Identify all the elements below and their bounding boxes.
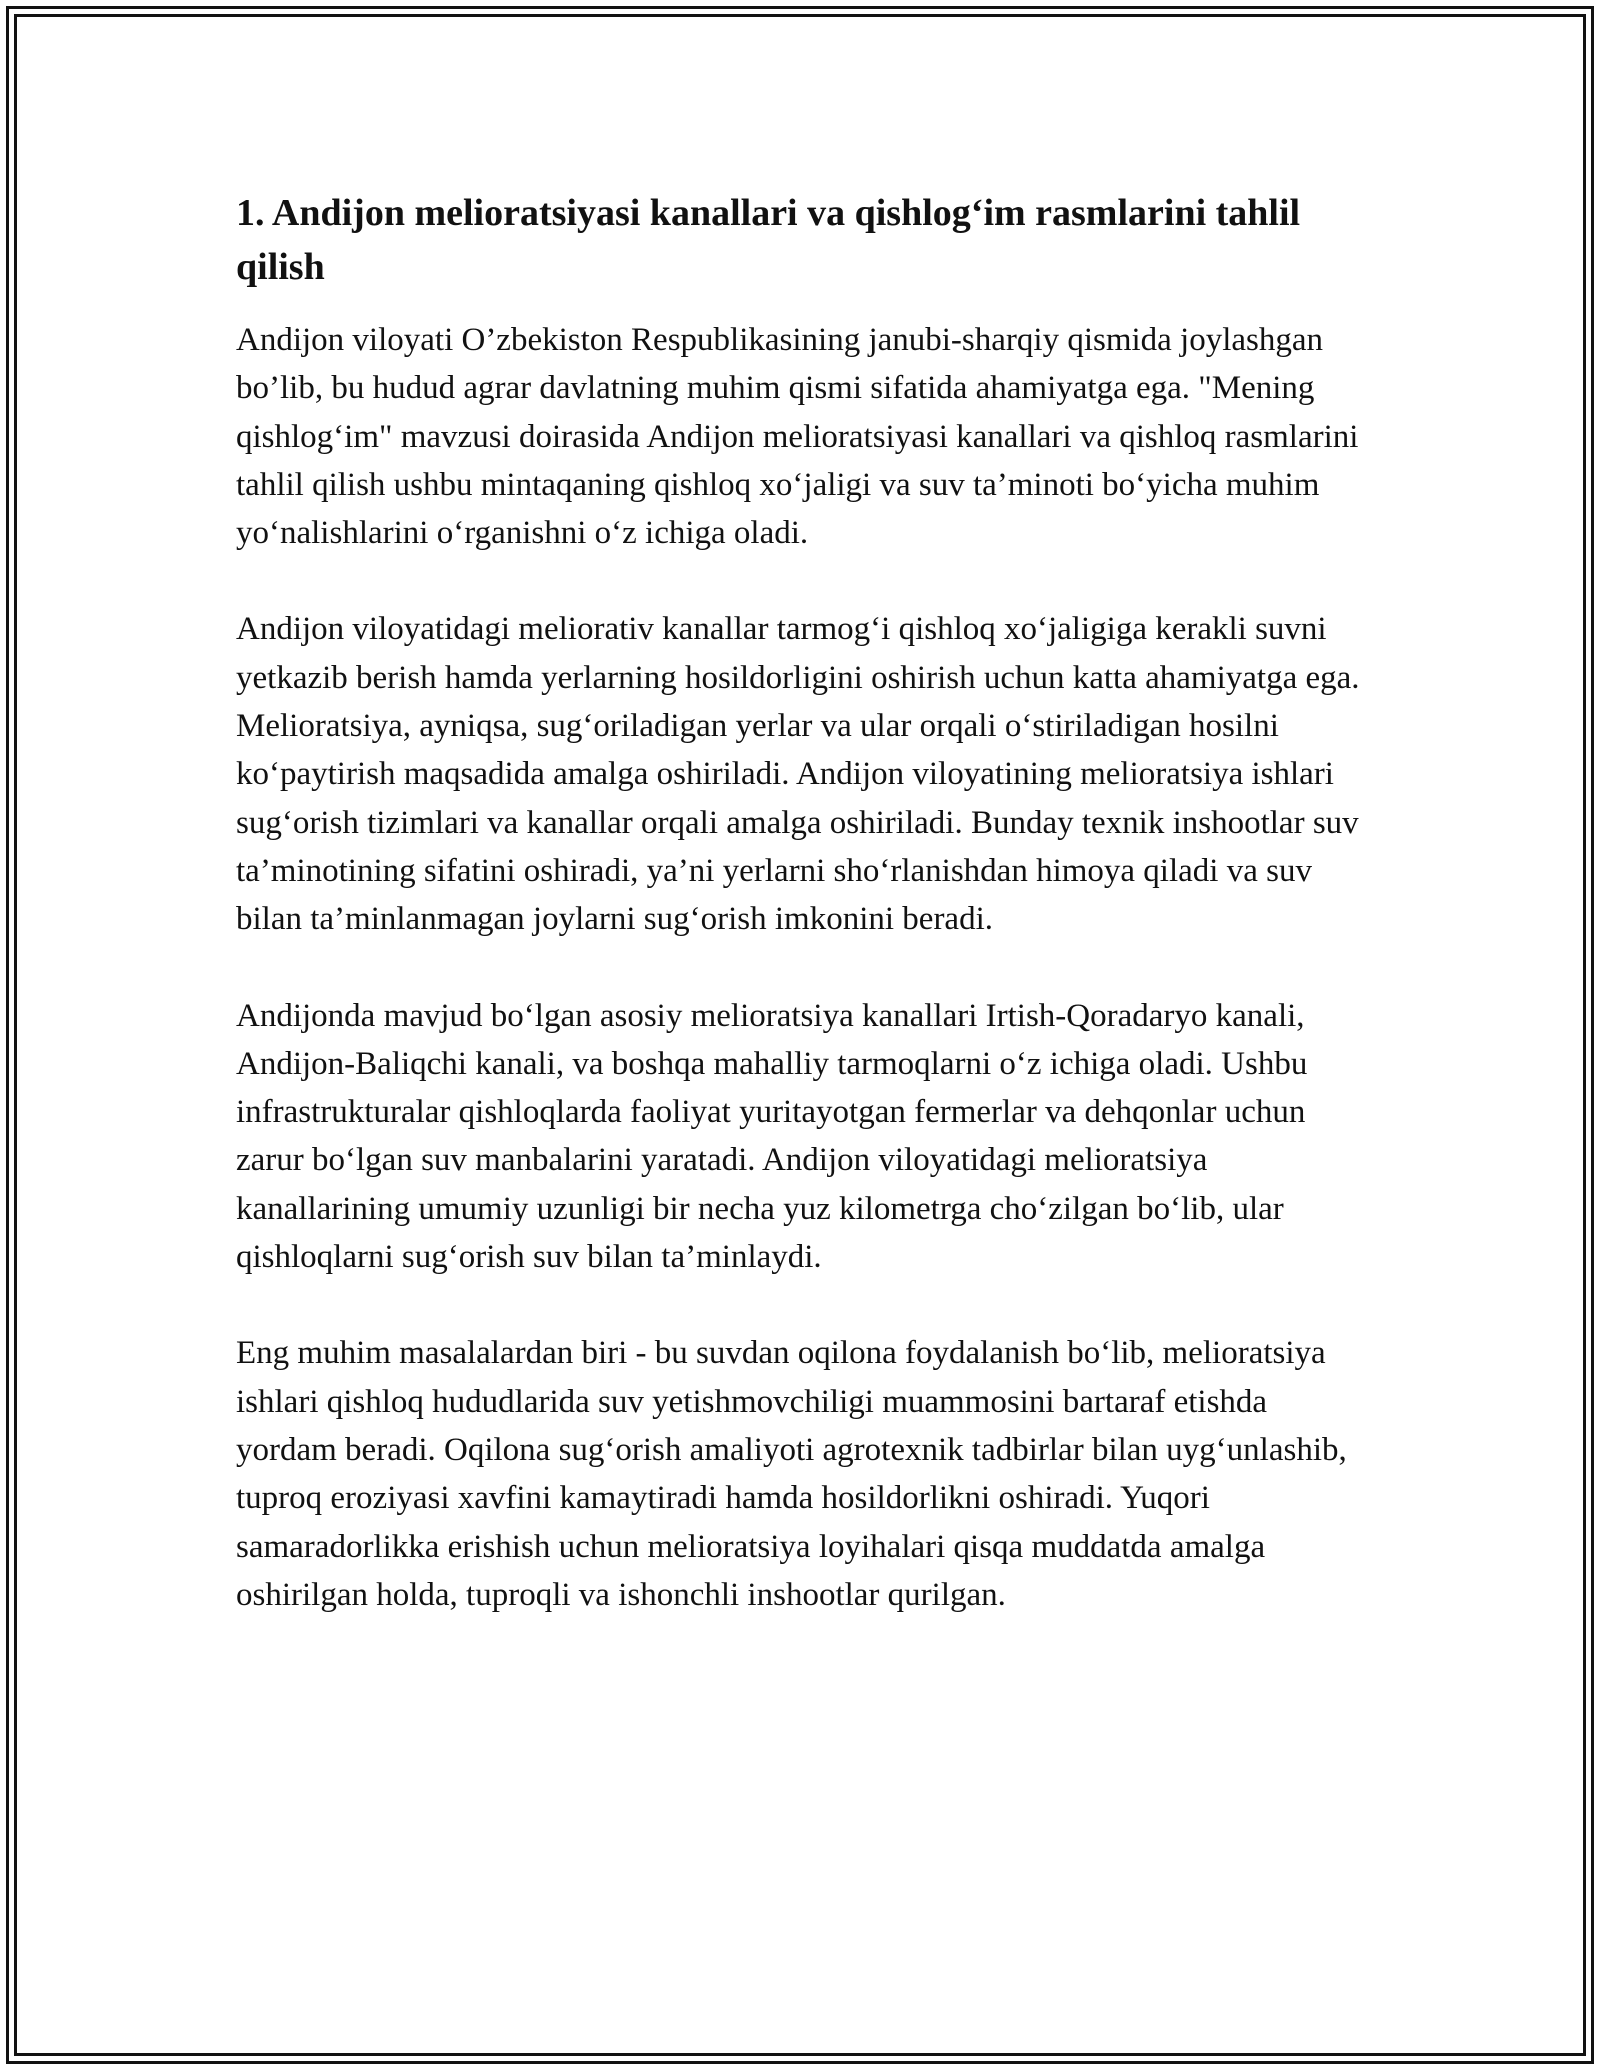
paragraph-3: Andijonda mavjud bo‘lgan asosiy melioratsiya kanallari Irtish-Qoradaryo kanali, Andijon-Baliqchi kanali, va boshqa mahalliy tarmoqlarni o‘z ichiga oladi. Ushbu infrastrukturalar qishloqlarda faoliyat yuritayotgan fermerlar va dehqonlar uchun zarur bo‘lgan suv manbalarini yaratadi. Andijon viloyatidagi melioratsiya kanallarining umumiy uzunligi bir necha yuz kilometrga cho‘zilgan bo‘lib, ular qishloqlarni sug‘orish suv bilan ta’minlaydi. (236, 997, 1308, 1276)
section-heading: 1. Andijon melioratsiyasi kanallari va qishlog‘im rasmlarini tahlil qilish (236, 192, 1301, 288)
paragraph-1: Andijon viloyati O’zbekiston Respublikasining janubi-sharqiy qismida joylashgan bo’lib, bu hudud agrar davlatning muhim qismi sifatida ahamiyatga ega. "Mening qishlog‘im" mavzusi doirasida Andijon melioratsiyasi kanallari va qishloq rasmlarini tahlil qilish ushbu mintaqaning qishloq xo‘jaligi va suv ta’minoti bo‘yicha muhim yo‘nalishlarini o‘rganishni o‘z ichiga oladi. (236, 322, 1359, 552)
paragraph-2: Andijon viloyatidagi meliorativ kanallar tarmog‘i qishloq xo‘jaligiga kerakli suvni yetkazib berish hamda yerlarning hosildorligini oshirish uchun katta ahamiyatga ega. Melioratsiya, ayniqsa, sug‘oriladigan yerlar va ular orqali o‘stiriladigan hosilni ko‘paytirish maqsadida amalga oshiriladi. Andijon viloyatining melioratsiya ishlari sug‘orish tizimlari va kanallar orqali amalga oshiriladi. Bunday texnik inshootlar suv ta’minotining sifatini oshiradi, ya’ni yerlarni sho‘rlanishdan himoya qiladi va suv bilan ta’minlanmagan joylarni sug‘orish imkonini beradi. (236, 611, 1360, 938)
document-body (236, 186, 1376, 1667)
paragraph-4: Eng muhim masalalardan biri - bu suvdan oqilona foydalanish bo‘lib, melioratsiya ishlari qishloq hududlarida suv yetishmovchiligi muammosini bartaraf etishda yordam beradi. Oqilona sug‘orish amaliyoti agrotexnik tadbirlar bilan uyg‘unlashib, tuproq eroziyasi xavfini kamaytiradi hamda hosildorlikni oshiradi. Yuqori samaradorlikka erishish uchun melioratsiya loyihalari qisqa muddatda amalga oshirilgan holda, tuproqli va ishonchli inshootlar qurilgan. (236, 1335, 1347, 1613)
